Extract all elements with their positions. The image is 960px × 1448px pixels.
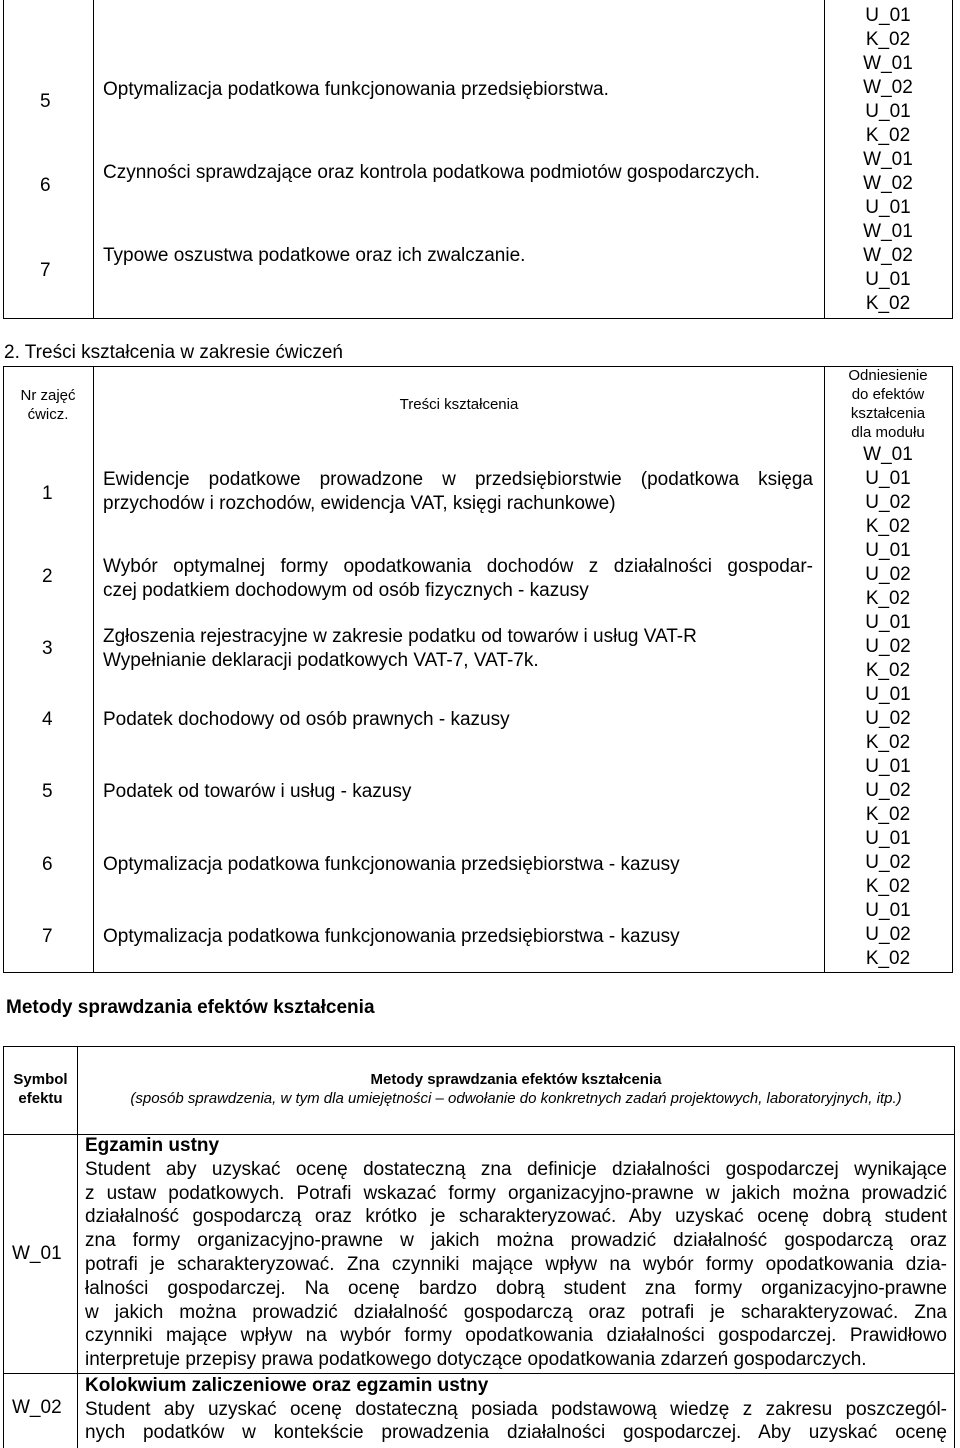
effect-code: U_01: [865, 684, 911, 705]
effect-code: K_02: [865, 876, 911, 897]
effect-code: U_01: [865, 828, 911, 849]
col-header-effects: Odniesienie do efektów kształcenia dla modułu: [848, 367, 928, 441]
col-header-methods: Metody sprawdzania efektów kształcenia (sposób sprawdzenia, w tym dla umiejętności – odwołanie do konkretnych zadań projektowych, laboratoryjnych, itp.): [130, 1071, 902, 1107]
effect-code: W_02: [863, 77, 913, 98]
col-header-symbol: Symbol efektu: [13, 1071, 68, 1107]
lecture-row-text: Optymalizacja podatkowa funkcjonowania przedsiębiorstwa.: [103, 79, 609, 100]
effect-code: K_02: [865, 660, 911, 681]
effect-code: U_02: [865, 564, 911, 585]
method-description: Egzamin ustny Student aby uzyskać ocenę dostateczną zna definicje działalności gospodarczej wynikające z ustaw podatkowych. Potrafi wskazać formy organizacyjno-prawne w jakich można prowadzić działalność gospodarczą oraz krótko je scharakteryzować. Aby uzyskać ocenę dobrą student zna formy organizacyjno-prawne w jakich można prowadzić działalność gospodarczą oraz potrafi je scharakteryzować. Zna czynniki mające wpływ na wybór formy opodatkowania dzia- łalności gospodarczej. Na ocenę bardzo dobrą student zna formy organizacyjno-prawne w jakich można prowadzić działalność gospodarczą oraz potrafi je scharakteryzować. Zna czynniki mające wpływ na wybór formy opodatkowania działalności gospodarczej. Prawidłowo interpretuje przepisy prawa podatkowego dotyczące opodatkowania zdarzeń gospodarczych.: [85, 1135, 947, 1371]
effect-code: K_02: [865, 293, 911, 314]
effect-symbol: W_02: [12, 1397, 62, 1418]
effect-code: U_02: [865, 924, 911, 945]
effect-code: K_02: [865, 588, 911, 609]
exercise-row-nr: 1: [42, 483, 53, 504]
exercise-row-text: Podatek dochodowy od osób prawnych - kazusy: [103, 709, 510, 730]
exercise-row-text: Optymalizacja podatkowa funkcjonowania przedsiębiorstwa - kazusy: [103, 926, 680, 947]
effect-code: K_02: [865, 125, 911, 146]
effect-code: U_02: [865, 708, 911, 729]
effect-code: U_01: [865, 900, 911, 921]
effect-code: U_01: [865, 5, 911, 26]
effect-code: W_01: [863, 53, 913, 74]
effect-code: W_01: [863, 444, 913, 465]
lecture-row-nr: 5: [40, 91, 51, 112]
exercise-row-nr: 5: [42, 781, 53, 802]
exercises-heading: 2. Treści kształcenia w zakresie ćwiczeń: [4, 342, 343, 363]
effect-code: W_02: [863, 173, 913, 194]
exercise-effect-codes: [824, 443, 952, 971]
effect-code: U_01: [865, 269, 911, 290]
effect-code: U_02: [865, 780, 911, 801]
exercise-row-nr: 6: [42, 854, 53, 875]
effect-code: U_02: [865, 852, 911, 873]
exercise-row-text: Podatek od towarów i usług - kazusy: [103, 781, 412, 802]
effect-code: U_01: [865, 101, 911, 122]
exercise-row-text: Optymalizacja podatkowa funkcjonowania przedsiębiorstwa - kazusy: [103, 854, 680, 875]
effect-code: U_01: [865, 468, 911, 489]
effect-code: U_01: [865, 756, 911, 777]
lecture-row-nr: 6: [40, 175, 51, 196]
lecture-row-nr: 7: [40, 260, 51, 281]
effect-code: U_01: [865, 540, 911, 561]
effect-code: K_02: [865, 29, 911, 50]
exercise-row-text: Ewidencje podatkowe prowadzone w przedsiębiorstwie (podatkowa księga przychodów i rozchodów, ewidencja VAT, księgi rachunkowe): [103, 469, 813, 514]
effect-code: K_02: [865, 948, 911, 969]
effect-code: U_02: [865, 636, 911, 657]
exercise-row-nr: 7: [42, 926, 53, 947]
effect-code: K_02: [865, 732, 911, 753]
lecture-row-text: Czynności sprawdzające oraz kontrola podatkowa podmiotów gospodarczych.: [103, 162, 760, 183]
method-description: Kolokwium zaliczeniowe oraz egzamin ustny Student aby uzyskać ocenę dostateczną posiada podstawową wiedzę z zakresu poszczegól- nych podatków w kontekście prowadzenia działalności gospodarczej. Aby uzyskać ocenę: [85, 1375, 947, 1443]
col-header-content: Treści kształcenia: [399, 396, 519, 413]
exercise-row-text: Wybór optymalnej formy opodatkowania dochodów z działalności gospodar- czej podatkiem dochodowym od osób fizycznych - kazusy: [103, 556, 813, 601]
exercise-row-text: Zgłoszenia rejestracyjne w zakresie podatku od towarów i usług VAT-R Wypełnianie deklaracji podatkowych VAT-7, VAT-7k.: [103, 626, 697, 671]
effect-code: U_01: [865, 612, 911, 633]
effect-code: U_01: [865, 197, 911, 218]
effect-code: W_02: [863, 245, 913, 266]
effect-code: U_02: [865, 492, 911, 513]
lecture-effect-codes: [824, 4, 952, 316]
exercise-row-nr: 2: [42, 566, 53, 587]
exercise-row-nr: 3: [42, 638, 53, 659]
methods-heading: Metody sprawdzania efektów kształcenia: [6, 997, 375, 1018]
lecture-row-text: Typowe oszustwa podatkowe oraz ich zwalczanie.: [103, 245, 526, 266]
effect-code: K_02: [865, 516, 911, 537]
effect-code: K_02: [865, 804, 911, 825]
effect-code: W_01: [863, 149, 913, 170]
exercise-row-nr: 4: [42, 709, 53, 730]
effect-symbol: W_01: [12, 1243, 62, 1264]
col-header-nr: Nr zajęć ćwicz.: [20, 387, 76, 423]
effect-code: W_01: [863, 221, 913, 242]
